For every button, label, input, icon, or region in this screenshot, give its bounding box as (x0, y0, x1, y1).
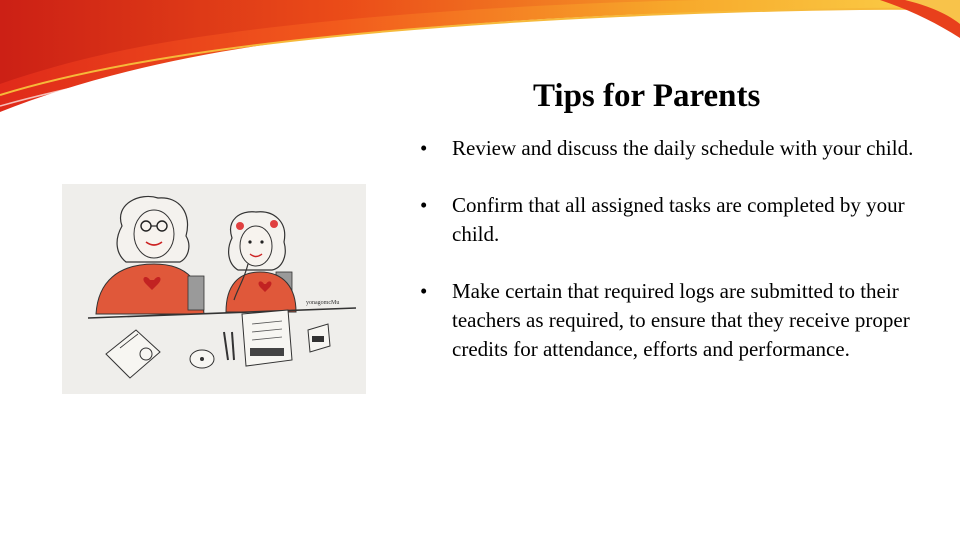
slide-title: Tips for Parents (533, 78, 761, 114)
parent-child-illustration (62, 184, 366, 394)
bullet-item: • Review and discuss the daily schedule with your child. (420, 134, 920, 163)
bullet-item: • Make certain that required logs are submitted to their teachers as required, to ensure that they receive proper credits for attendance, efforts and performance. (420, 277, 920, 364)
bullet-item: • Confirm that all assigned tasks are completed by your child. (420, 191, 920, 249)
clipboard-icon (242, 310, 292, 366)
bullet-list (420, 134, 920, 392)
artist-signature: yonagomcMu (306, 300, 340, 306)
clock-icon (190, 350, 214, 368)
